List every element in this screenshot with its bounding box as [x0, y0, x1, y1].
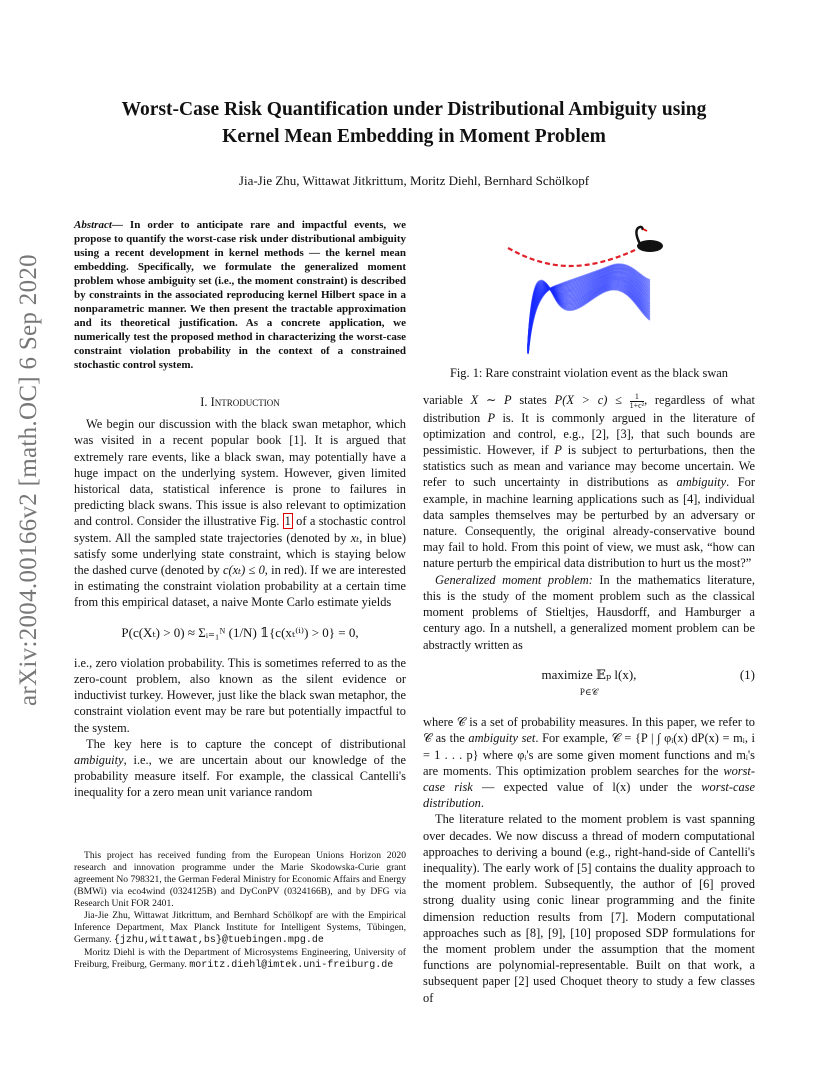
equation-number: (1) [739, 666, 755, 682]
figure-ref-link[interactable]: 1 [284, 514, 291, 529]
intro-paragraph-3: The key here is to capture the concept of distributional ambiguity, i.e., we are uncertain about our knowledge of the probability measure itself. For example, the classical Cantelli's inequality for a zero mean unit variance random [74, 736, 406, 800]
sample-trajectories [528, 264, 650, 354]
figure-caption: Fig. 1: Rare constraint violation event as the black swan [449, 366, 729, 380]
footnote-affiliation-1: Jia-Jie Zhu, Wittawat Jitkrittum, and Bernhard Schölkopf are with the Empirical Inference Department, Max Planck Institute for Intelligent Systems, Tübingen, Germany. {jzhu,wittawat,bs}@tuebingen.mpg.de [74, 910, 406, 946]
right-paragraph-3: where 𝒞 is a set of probability measures. In this paper, we refer to 𝒞 as the ambiguity set. For example, 𝒞 = {P | ∫ φᵢ(x) dP(x) = mᵢ, i = 1 . . . p} where φᵢ's are some given moment functions and mᵢ's are moments. This optimization problem searches for the worst-case risk — expected value of l(x) under the worst-case distribution. [423, 715, 755, 811]
intro-paragraph-1: We begin our discussion with the black swan metaphor, which was visited in a recent popular book [1]. It is argued that extremely rare events, like a black swan, may potentially have a huge impact on the underlying system. However, given limited historical data, statistical inference is prone to failures in predicting black swans. This issue is also relevant to optimization and control. Consider the illustrative Fig. 1 of a stochastic control system. All the sampled state trajectories (denoted by xₜ, in blue) satisfy some underlying state constraint, which is staying below the dashed curve (denoted by c(xₜ) ≤ 0, in red). If we are interested in estimating the constraint violation probability at a certain time from this empirical dataset, a naive Monte Carlo estimate yields [74, 417, 407, 610]
right-paragraph-4: The literature related to the moment problem is vast spanning over decades. We now discuss a thread of modern computational approaches to deriving a bound (e.g., right-hand-side of Cantelli's inequality). The early work of [5] contains the duality approach to the moment problem. Subsequently, the author of [6] proved strong duality using conic linear programming and the finite dimension reduction results from [7]. Modern computational approaches such as [8], [9], [10] proposed SDP formulations for the moment problem under the assumption that the moment functions are polynomial-representable. Built on that work, a subsequent paper [2] used Choquet theory to study a few classes of [423, 812, 755, 1005]
constraint-curve [508, 248, 635, 266]
right-column-text [423, 392, 755, 1006]
figure-black-swan [500, 222, 680, 362]
email-address[interactable]: {jzhu,wittawat,bs}@tuebingen.mpg.de [113, 935, 324, 946]
fraction: $\frac{1}{\text{1+c²}}$ [629, 391, 645, 410]
arxiv-sidebar-stamp [14, 254, 44, 706]
equation-monte-carlo: P(c(Xₜ) > 0) ≈ Σᵢ₌₁ᴺ (1/N) 𝟙{c(xₜ⁽ⁱ⁾) > 0} = 0, [121, 624, 359, 640]
email-address[interactable]: moritz.diehl@imtek.uni-freiburg.de [189, 960, 394, 971]
right-paragraph-2: Generalized moment problem: In the mathematics literature, this is the study of the moment problem such as the classical moment problems of Stieltjes, Hausdorff, and Hamburger a century ago. In a nutshell, a generalized moment problem can be abstractly written as [423, 572, 755, 652]
arxiv-identifier: arXiv:2004.00166v2 [math.OC] 6 Sep 2020 [15, 254, 42, 706]
footnote-affiliation-2: Moritz Diehl is with the Department of Microsystems Engineering, University of Freiburg, Freiburg, Germany. moritz.diehl@imtek.uni-freiburg.de [74, 947, 406, 971]
equation-1: maximize 𝔼ₚ l(x), P∈𝒞 (1) [541, 666, 755, 697]
author-list: Jia-Jie Zhu, Wittawat Jitkrittum, Moritz Diehl, Bernhard Schölkopf [238, 173, 590, 188]
abstract [74, 218, 406, 372]
footnote-funding: This project has received funding from the European Unions Horizon 2020 research and innovation programme under the Marie Skodowska-Curie grant agreement No 798321, the German Federal Ministry for Economic Affairs and Energy (BMWi) via eco4wind (0324125B) and DyConPV (0324166B), and by DFG via Research Unit FOR 2401. [74, 850, 406, 909]
paper-title: Worst-Case Risk Quantification under Distributional Ambiguity using Kernel Mean Embedding in Moment Problem [121, 99, 707, 147]
abstract-text: — In order to anticipate rare and impactful events, we propose to quantify the worst-case risk under distributional ambiguity using a recent development in kernel methods — the kernel mean embedding. Specifically, we formulate the generalized moment problem whose ambiguity set (i.e., the moment constraint) is described by constraints in the associated reproducing kernel Hilbert space in a nonparametric manner. We then present the tractable approximation and its theoretical justification. As a concrete application, we numerically test the proposed method in characterizing the worst-case constraint violation probability in the context of a constrained stochastic control system. [74, 219, 406, 371]
intro-paragraph-2: i.e., zero violation probability. This is sometimes referred to as the zero-count problem, also known as the silent evidence or inductivist turkey. However, just like the black swan metaphor, the constraint violation event may be rare but potentially impactful to the system. [74, 655, 406, 735]
black-swan-icon [636, 227, 663, 252]
right-paragraph-1: variable X ∼ P states P(X > c) ≤ $\frac{1}{\text{1+c²}}$ , regardless of what distribution P is. It is commonly argued in the literature of optimization and control, e.g., [2], [3], that such bounds are pessimistic. However, if P is subject to perturbations, then the statistics such as mean and variance may become uncertain. We refer to such uncertainty in distributions as ambiguity. For example, in machine learning applications such as [4], individual data samples themselves may be perturbed by an adversary or nature. Consequently, the original already-conservative bound may fail to hold. From this point of view, we must ask, “how can nature perturb the empirical data distribution to hurt us the most?” [423, 391, 756, 571]
footnotes [74, 850, 406, 972]
section-heading: I. Introduction [200, 395, 280, 409]
introduction-section [74, 380, 406, 801]
abstract-label: Abstract [74, 219, 112, 231]
